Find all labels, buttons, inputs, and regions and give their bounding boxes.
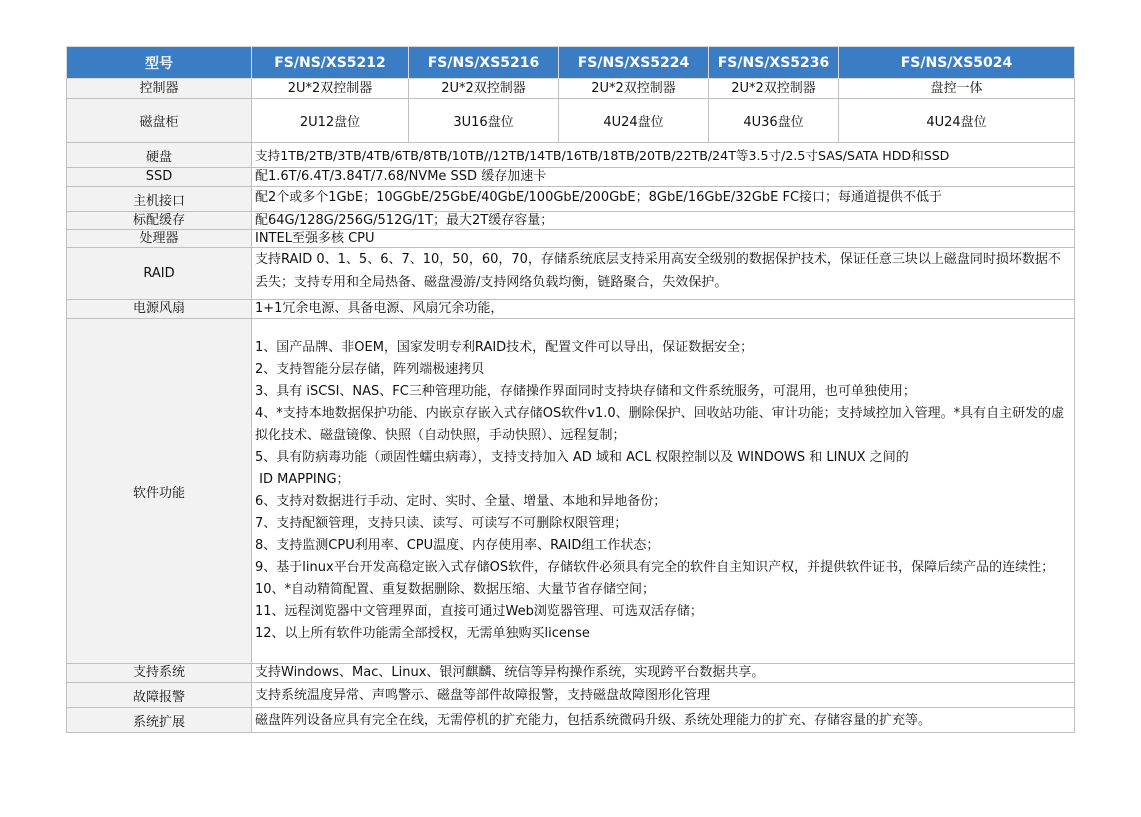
ssd-label: SSD [67, 168, 252, 187]
controller-row [67, 79, 1075, 99]
header-xs5236: FS/NS/XS5236 [709, 47, 839, 79]
host-interface-row [67, 187, 1075, 212]
software-line-3: 3、具有 iSCSI、NAS、FC三种管理功能，存储操作界面同时支持块存储和文件系统服务，可混用，也可单独使用； [255, 384, 916, 399]
alarm-row [67, 683, 1075, 708]
raid-label: RAID [67, 248, 252, 300]
header-xs5216: FS/NS/XS5216 [409, 47, 559, 79]
cpu-row [67, 230, 1075, 248]
os-label: 支持系统 [67, 664, 252, 683]
controller-xs5236: 2U*2双控制器 [709, 79, 839, 99]
os-value: 支持Windows、Mac、Linux、银河麒麟、统信等异构操作系统，实现跨平台数据共享。 [252, 664, 1075, 683]
software-line-5: 5、具有防病毒功能（顽固性蠕虫病毒），支持支持加入 AD 域和 ACL 权限控制以及 WINDOWS 和 LINUX 之间的 [255, 450, 909, 465]
controller-xs5212: 2U*2双控制器 [252, 79, 409, 99]
cache-label: 标配缓存 [67, 212, 252, 230]
software-line-4: 4、*支持本地数据保护功能、内嵌京存嵌入式存储OS软件v1.0、删除保护、回收站功能、审计功能；支持域控加入管理。*具有自主研发的虚拟化技术、磁盘镜像、快照（自动快照，手动快照）、远程复制； [255, 406, 1065, 443]
header-row [67, 47, 1075, 79]
host-interface-label: 主机接口 [67, 187, 252, 212]
software-line-1: 1、国产品牌、非OEM，国家发明专利RAID技术，配置文件可以导出，保证数据安全； [255, 340, 754, 355]
software-line-8: 8、支持监测CPU利用率、CPU温度、内存使用率、RAID组工作状态； [255, 538, 660, 553]
header-xs5024: FS/NS/XS5024 [839, 47, 1075, 79]
cache-value: 配64G/128G/256G/512G/1T；最大2T缓存容量； [252, 212, 1075, 230]
software-line-11: 11、远程浏览器中文管理界面，直接可通过Web浏览器管理、可选双活存储； [255, 604, 703, 619]
disk-label: 硬盘 [67, 143, 252, 168]
header-xs5224: FS/NS/XS5224 [559, 47, 709, 79]
alarm-value: 支持系统温度异常、声鸣警示、磁盘等部件故障报警，支持磁盘故障图形化管理 [252, 683, 1075, 708]
software-line-9: 9、基于linux平台开发高稳定嵌入式存储OS软件，存储软件必须具有完全的软件自主知识产权，并提供软件证书，保障后续产品的连续性； [255, 560, 1055, 575]
software-line-2: 2、支持智能分层存储，阵列端极速拷贝 [255, 362, 485, 377]
header-model: 型号 [67, 47, 252, 79]
software-line-5b: ID MAPPING； [255, 472, 350, 487]
power-value: 1+1冗余电源、具备电源、风扇冗余功能， [252, 300, 1075, 319]
software-line-12: 12、以上所有软件功能需全部授权，无需单独购买license [255, 626, 590, 641]
software-row [67, 319, 1075, 664]
enclosure-xs5212: 2U12盘位 [252, 99, 409, 143]
spec-table [66, 46, 1075, 733]
disk-row [67, 143, 1075, 168]
enclosure-row [67, 99, 1075, 143]
expansion-row [67, 708, 1075, 733]
enclosure-xs5236: 4U36盘位 [709, 99, 839, 143]
raid-row [67, 248, 1075, 300]
cpu-label: 处理器 [67, 230, 252, 248]
cache-row [67, 212, 1075, 230]
controller-xs5024: 盘控一体 [839, 79, 1075, 99]
software-value [252, 319, 1075, 664]
controller-xs5224: 2U*2双控制器 [559, 79, 709, 99]
enclosure-xs5224: 4U24盘位 [559, 99, 709, 143]
enclosure-xs5216: 3U16盘位 [409, 99, 559, 143]
ssd-value: 配1.6T/6.4T/3.84T/7.68/NVMe SSD 缓存加速卡 [252, 168, 1075, 187]
header-xs5212: FS/NS/XS5212 [252, 47, 409, 79]
software-line-6: 6、支持对数据进行手动、定时、实时、全量、增量、本地和异地备份； [255, 494, 667, 509]
software-label: 软件功能 [67, 319, 252, 664]
os-row [67, 664, 1075, 683]
enclosure-label: 磁盘柜 [67, 99, 252, 143]
power-label: 电源风扇 [67, 300, 252, 319]
alarm-label: 故障报警 [67, 683, 252, 708]
power-row [67, 300, 1075, 319]
cpu-value: INTEL至强多核 CPU [252, 230, 1075, 248]
software-line-7: 7、支持配额管理，支持只读、读写、可读写不可删除权限管理； [255, 516, 628, 531]
disk-value: 支持1TB/2TB/3TB/4TB/6TB/8TB/10TB//12TB/14TB/16TB/18TB/20TB/22TB/24T等3.5寸/2.5寸SAS/SATA HDD和SSD [252, 143, 1075, 168]
raid-value: 支持RAID 0、1、5、6、7、10，50，60，70，存储系统底层支持采用高安全级别的数据保护技术，保证任意三块以上磁盘同时损坏数据不丢失；支持专用和全局热备、磁盘漫游/支持网络负载均衡，链路聚合，失效保护。 [252, 248, 1075, 300]
controller-label: 控制器 [67, 79, 252, 99]
ssd-row [67, 168, 1075, 187]
enclosure-xs5024: 4U24盘位 [839, 99, 1075, 143]
expansion-label: 系统扩展 [67, 708, 252, 733]
host-interface-value: 配2个或多个1GbE；10GGbE/25GbE/40GbE/100GbE/200GbE；8GbE/16GbE/32GbE FC接口；每通道提供不低于 [252, 187, 1075, 212]
expansion-value: 磁盘阵列设备应具有完全在线，无需停机的扩充能力，包括系统微码升级、系统处理能力的扩充、存储容量的扩充等。 [252, 708, 1075, 733]
software-line-10: 10、*自动精简配置、重复数据删除、数据压缩、大量节省存储空间； [255, 582, 656, 597]
controller-xs5216: 2U*2双控制器 [409, 79, 559, 99]
